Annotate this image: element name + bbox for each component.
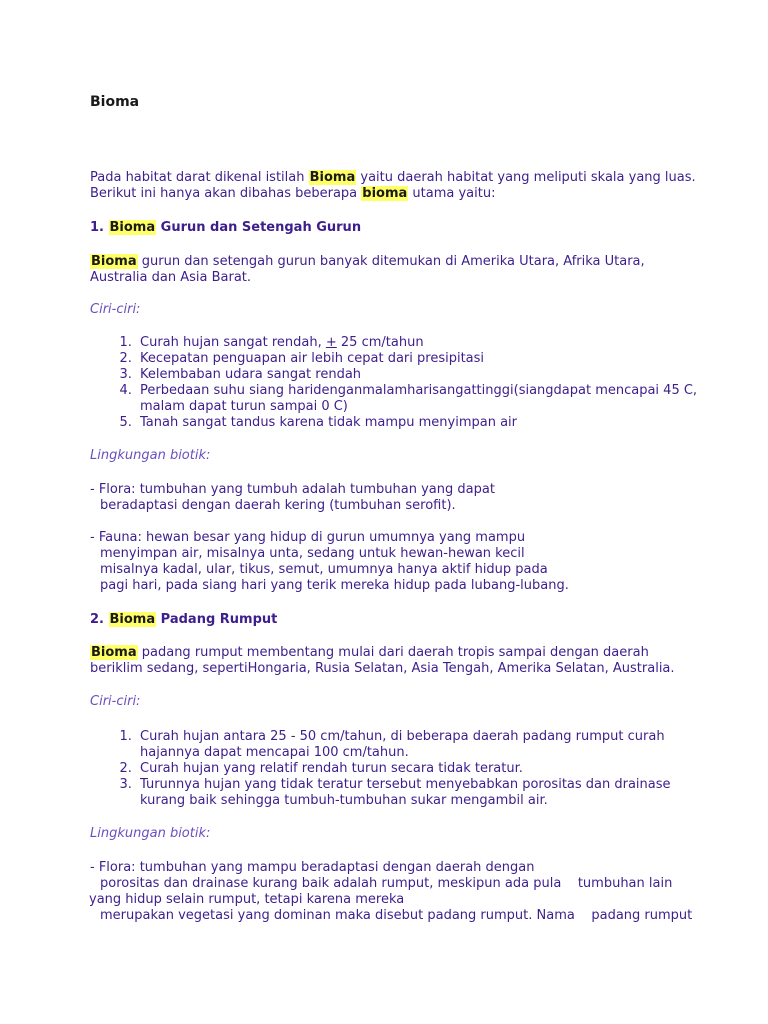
highlighted-term: Bioma xyxy=(109,612,156,627)
section-number: 1. xyxy=(90,220,109,235)
section-2-ciri-label: Ciri-ciri: xyxy=(90,694,141,709)
section-1-biotik-label: Lingkungan biotik: xyxy=(90,448,211,463)
desc-text: padang rumput membentang mulai dari daerah tropis sampai dengan daerah xyxy=(137,645,649,660)
item-text: hajannya dapat mencapai 100 cm/tahun. xyxy=(140,745,409,760)
section-2-biotik-label: Lingkungan biotik: xyxy=(90,826,211,841)
intro-text: Pada habitat darat dikenal istilah xyxy=(90,170,309,185)
item-text: malam dapat turun sampai 0 C) xyxy=(140,399,348,414)
list-item xyxy=(136,777,736,809)
plus-minus-symbol: + xyxy=(325,335,337,350)
item-text: 4. Perbedaan suhu siang haridenganmalamharisangattinggi(siangdapat mencapai 45 C, xyxy=(140,383,698,398)
intro-text: utama yaitu: xyxy=(408,186,496,201)
section-1-fauna xyxy=(90,530,730,594)
item-text: Curah hujan sangat rendah, xyxy=(140,335,326,350)
section-1-description xyxy=(90,254,730,286)
fauna-line: misalnya kadal, ular, tikus, semut, umumnya hanya aktif hidup pada xyxy=(100,562,548,577)
section-number: 2. xyxy=(90,612,109,627)
flora-line: porositas dan drainase kurang baik adalah rumput, meskipun ada pula tumbuhan lain xyxy=(100,876,673,891)
list-item xyxy=(136,729,736,761)
flora-line: merupakan vegetasi yang dominan maka disebut padang rumput. Nama padang rumput xyxy=(100,908,693,923)
document-title: Bioma xyxy=(90,94,140,110)
intro-text: yaitu daerah habitat yang meliputi skala yang luas. xyxy=(356,170,696,185)
flora-line: beradaptasi dengan daerah kering (tumbuhan serofit). xyxy=(100,498,456,513)
flora-line: - Flora: tumbuhan yang mampu beradaptasi dengan daerah dengan xyxy=(90,860,535,875)
list-item: 2. Curah hujan yang relatif rendah turun secara tidak teratur. xyxy=(136,761,736,777)
intro-line-1 xyxy=(90,170,730,186)
section-1-ciri-label: Ciri-ciri: xyxy=(90,302,141,317)
highlighted-term: Bioma xyxy=(91,254,137,269)
section-1-flora xyxy=(90,482,730,514)
list-item: 5. Tanah sangat tandus karena tidak mampu menyimpan air xyxy=(136,415,736,431)
flora-line: yang hidup selain rumput, tetapi karena mereka xyxy=(89,892,405,907)
desc-line: beriklim sedang, sepertiHongaria, Rusia Selatan, Asia Tengah, Amerika Selatan, Australia. xyxy=(90,661,675,676)
intro-paragraph xyxy=(90,170,730,202)
desc-text: gurun dan setengah gurun banyak ditemukan di Amerika Utara, Afrika Utara, xyxy=(137,254,645,269)
fauna-line: - Fauna: hewan besar yang hidup di gurun umumnya yang mampu xyxy=(90,530,526,545)
highlighted-term: bioma xyxy=(362,186,408,201)
item-text: 3. Turunnya hujan yang tidak teratur tersebut menyebabkan porositas dan drainase xyxy=(140,777,671,792)
desc-line xyxy=(90,254,730,270)
highlighted-term: Bioma xyxy=(91,645,137,660)
item-text: 1. Curah hujan antara 25 - 50 cm/tahun, di beberapa daerah padang rumput curah xyxy=(140,729,665,744)
section-2-flora xyxy=(90,860,730,924)
highlighted-term: Bioma xyxy=(309,170,356,185)
flora-line: - Flora: tumbuhan yang tumbuh adalah tumbuhan yang dapat xyxy=(90,482,495,497)
section-title-text: Gurun dan Setengah Gurun xyxy=(156,220,362,235)
section-1-heading xyxy=(90,220,361,235)
fauna-line: pagi hari, pada siang hari yang terik mereka hidup pada lubang-lubang. xyxy=(100,578,569,593)
section-2-description xyxy=(90,645,730,677)
intro-text: Berikut ini hanya akan dibahas beberapa xyxy=(90,186,362,201)
desc-line: Australia dan Asia Barat. xyxy=(90,270,252,285)
intro-line-2 xyxy=(90,186,730,202)
section-title-text: Padang Rumput xyxy=(156,612,278,627)
list-item: 3. Kelembaban udara sangat rendah xyxy=(136,367,736,383)
item-text: 25 cm/tahun xyxy=(336,335,424,350)
fauna-line: menyimpan air, misalnya unta, sedang untuk hewan-hewan kecil xyxy=(100,546,525,561)
section-2-heading xyxy=(90,612,277,627)
desc-line xyxy=(90,645,730,661)
item-text: kurang baik sehingga tumbuh-tumbuhan sukar mengambil air. xyxy=(140,793,548,808)
section-1-ciri-list xyxy=(90,335,736,431)
section-2-ciri-list xyxy=(90,729,736,809)
list-item: 2. Kecepatan penguapan air lebih cepat dari presipitasi xyxy=(136,351,736,367)
highlighted-term: Bioma xyxy=(109,220,156,235)
list-item xyxy=(136,335,736,351)
list-item xyxy=(136,383,736,415)
